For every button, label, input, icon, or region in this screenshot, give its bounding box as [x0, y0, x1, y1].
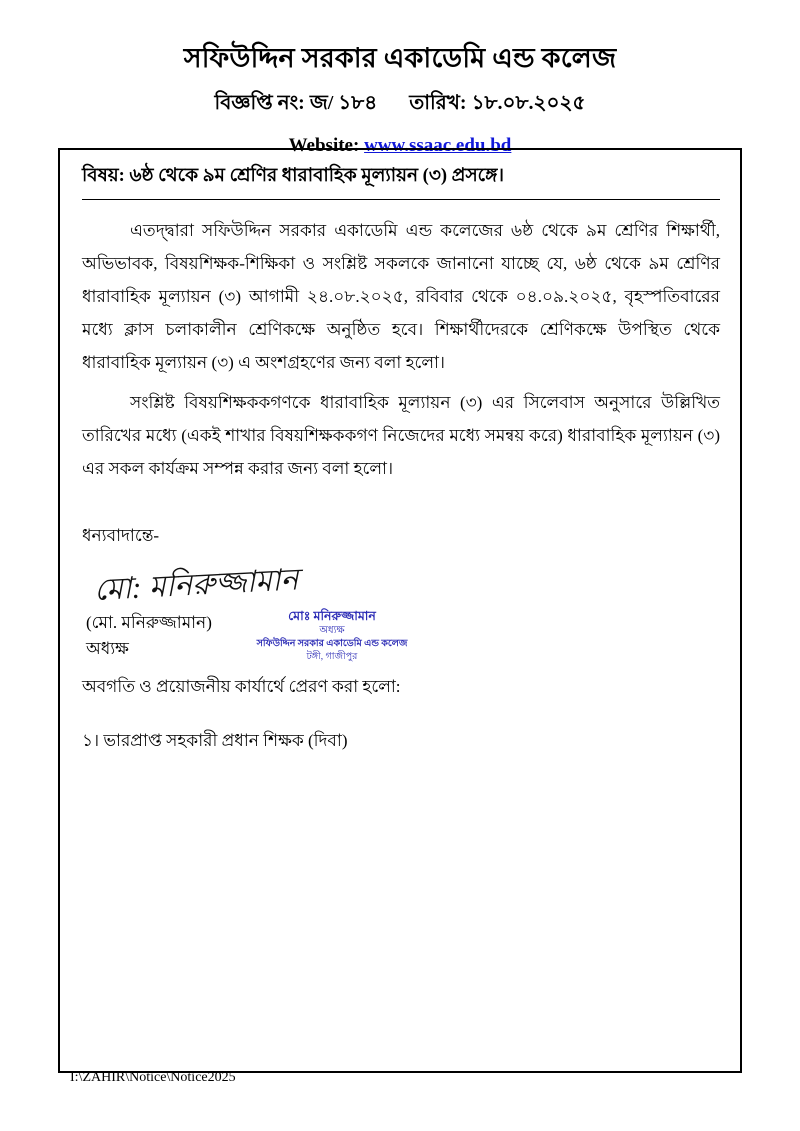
notice-number-value: জ/ ১৮৪	[309, 92, 378, 115]
website-link[interactable]: www.ssaac.edu.bd	[364, 135, 512, 157]
stamp-name: মোঃ মনিরুজ্জামান	[288, 608, 376, 623]
signer-name: (মো. মনিরুজ্জামান)	[86, 612, 212, 632]
document-header	[0, 0, 800, 157]
school-name: সফিউদ্দিন সরকার একাডেমি এন্ড কলেজ	[183, 43, 617, 73]
handwritten-signature: মো: মনিরুজ্জামান	[93, 562, 300, 607]
stamp-location: টঙ্গী, গাজীপুর	[306, 651, 358, 662]
signature-block	[82, 560, 720, 672]
notice-number-label: বিজ্ঞপ্তি নং:	[214, 92, 305, 115]
website-label: Website:	[288, 135, 360, 157]
subject-line: বিষয়: ৬ষ্ঠ থেকে ৯ম শ্রেণির ধারাবাহিক মূল্যায়ন (৩) প্রসঙ্গে।	[82, 164, 720, 200]
stamp-institution: সফিউদ্দিন সরকার একাডেমি এন্ড কলেজ	[256, 638, 408, 649]
closing-salutation: ধন্যবাদান্তে-	[82, 526, 160, 546]
recipient-item: ১। ভারপ্রাপ্ত সহকারী প্রধান শিক্ষক (দিবা)	[82, 730, 348, 750]
notice-body-frame	[58, 148, 742, 1073]
file-path-footer: I:\ZAHIR\Notice\Notice2025	[70, 1070, 236, 1085]
notice-date-label: তারিখ:	[409, 92, 467, 115]
forward-note: অবগতি ও প্রয়োজনীয় কার্যার্থে প্রেরণ করা হলো:	[82, 676, 401, 696]
official-stamp	[222, 608, 442, 664]
notice-meta	[0, 88, 800, 121]
stamp-role: অধ্যক্ষ	[319, 625, 345, 637]
notice-date-value: ১৮.০৮.২০২৫	[471, 92, 586, 115]
signer-role: অধ্যক্ষ	[86, 638, 129, 658]
paragraph-1: এতদ্দ্বারা সফিউদ্দিন সরকার একাডেমি এন্ড কলেজের ৬ষ্ঠ থেকে ৯ম শ্রেণির শিক্ষার্থী, অভিভাবক, বিষয়শিক্ষক-শিক্ষিকা ও সংশ্লিষ্ট সকলকে জানানো যাচ্ছে যে, ৬ষ্ঠ থেকে ৯ম শ্রেণির ধারাবাহিক মূল্যায়ন (৩) আগামী ২৪.০৮.২০২৫, রবিবার থেকে ০৪.০৯.২০২৫, বৃহস্পতিবারের মধ্যে ক্লাস চলাকালীন শ্রেণিকক্ষে অনুষ্ঠিত হবে। শিক্ষার্থীদেরকে শ্রেণিকক্ষে উপস্থিত থেকে ধারাবাহিক মূল্যায়ন (৩) এ অংশগ্রহণের জন্য বলা হলো।	[82, 220, 720, 373]
paragraph-2: সংশ্লিষ্ট বিষয়শিক্ষককগণকে ধারাবাহিক মূল্যায়ন (৩) এর সিলেবাস অনুসারে উল্লিখিত তারিখের মধ্যে (একই শাখার বিষয়শিক্ষককগণ নিজেদের মধ্যে সমন্বয় করে) ধারাবাহিক মূল্যায়ন (৩) এর সকল কার্যক্রম সম্পন্ন করার জন্য বলা হলো।	[82, 392, 720, 478]
